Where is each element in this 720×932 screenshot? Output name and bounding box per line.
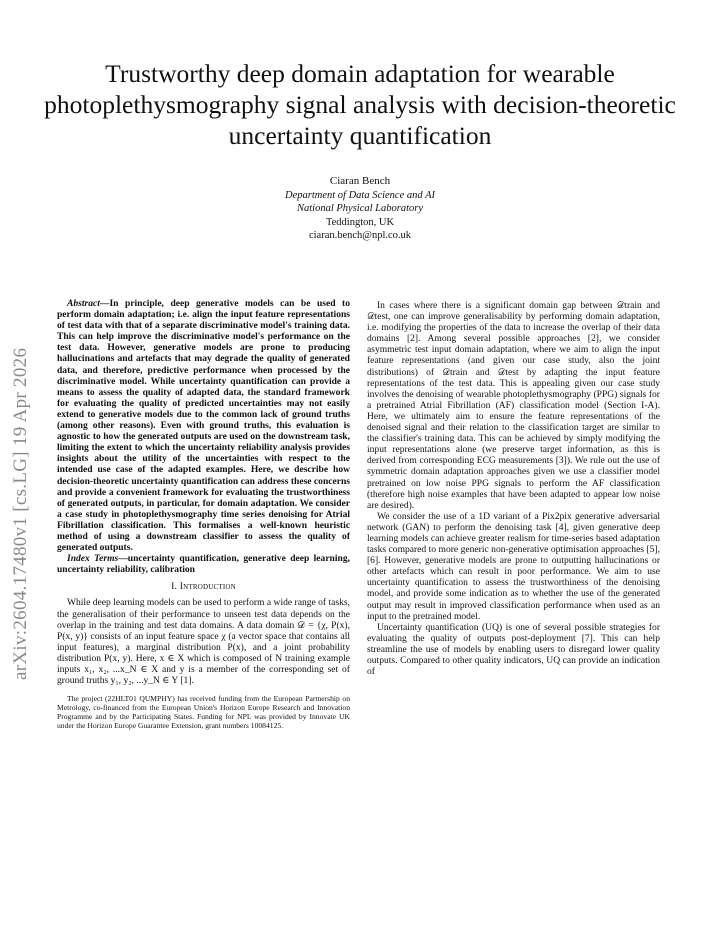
- body-paragraph: Uncertainty quantification (UQ) is one of several possible strategies for evaluating the quality of outputs post-deployment [7]. This can help streamline the use of models by enabling users to disregard lower quality outputs. Compared to other quality indicators, UQ can provide an indication of: [367, 621, 660, 678]
- section-number: I.: [171, 581, 178, 593]
- footnote: The project (22HLT01 QUMPHY) has received funding from the European Partnership on Metrology, co-financed from the European Union's Horizon Europe Research and Innovation Programme and by the Participating States. Funding for NPL was provided by Innovate UK under the Horizon Europe Guarantee Extension, grant numbers 10084125.: [57, 694, 350, 731]
- author-lab: National Physical Laboratory: [297, 203, 423, 214]
- arxiv-stamp: arXiv:2604.17480v1 [cs.LG] 19 Apr 2026: [10, 347, 31, 680]
- author-department: Department of Data Science and AI: [285, 189, 435, 201]
- abstract-text: In principle, deep generative models can be used to perform domain adaptation; i.e. align the input feature representations of test data with that of a separate discriminative model's training data. This can help improve the discriminative model's performance on the test data. However, generative models are prone to producing hallucinations and artefacts that may degrade the quality of generated data, and therefore, predictive performance when processed by the discriminative model. While uncertainty quantification can provide a means to assess the quality of adapted data, the standard framework for evaluating the quality of predicted uncertainties may not easily extend to generative models due to the common lack of ground truths (among other reasons). Even with ground truths, this evaluation is agnostic to how the generated outputs are used on the downstream task, limiting the extent to which the uncertainty reliability analysis provides insights about the utility of the uncertainties with respect to the intended use case of the adapted examples. Here, we describe how decision-theoretic uncertainty quantification can address these concerns and provide a convenient framework for evaluating the trustworthiness of generated outputs, in particular, for domain adaptation. We consider a case study in photoplethysmography time series denoising for Atrial Fibrillation classification. This formalises a well-known heuristic method of using a downstream classifier to assess the quality of generated outputs.: [57, 298, 350, 554]
- paper-title: Trustworthy deep domain adaptation for wearable photoplethysmography signal analysis with decision-theoretic uncertainty quantification: [44, 59, 676, 150]
- abstract: [57, 298, 350, 553]
- author-email: ciaran.bench@npl.co.uk: [308, 230, 412, 241]
- author-block: [160, 175, 560, 243]
- index-terms-label: Index Terms: [67, 553, 119, 565]
- body-paragraph: We consider the use of a 1D variant of a Pix2pix generative adversarial network (GAN) to perform the denoising task [4], given generative deep learning models can achieve greater realism for time-series based adaptation tasks compared to more generic non-generative optimisation approaches [5], [6]. However, generative models are prone to outputting hallucinations or other artefacts which can result in poor performance. We aim to use uncertainty quantification to assess the trustworthiness of the denoising model, and provide some indication as to whether the use of the generated output may result in improved classification performance when used as an input to the pretrained model.: [367, 510, 660, 622]
- body-paragraph: In cases where there is a significant domain gap between 𝒟train and 𝒟test, one can improve generalisability by performing domain adaptation, i.e. modifying the properties of the data to increase the overlap of their data domains [2]. Among several possible approaches [2], we consider asymmetric test input domain adaptation, where we aim to align the input feature representations (and given our case study, also the joint distributions) of 𝒟train and 𝒟test by adapting the input feature representations of the test data. This is appealing given our case study involves the denoising of wearable photoplethysmography (PPG) signals for a pretrained Atrial Fibrillation (AF) classification model (Section I-A). Here, we ultimately aim to ensure the feature representations of the denoised signal and their relation to the classification target are similar to the classifier's training data. This can be achieved by simply modifying the input representations alone (we preserve target information, as this is derived from corresponding ECG measurements [3]). We rule out the use of symmetric domain adaptation approaches given we use a classifier model pretrained on low noise PPG signals to perform the AF classification (therefore high noise examples that have been adapted to appear low noise are desired).: [367, 300, 660, 511]
- abstract-label: Abstract—: [67, 298, 110, 309]
- author-name: Ciaran Bench: [329, 175, 391, 187]
- right-column: [367, 300, 660, 677]
- index-terms: [57, 553, 350, 575]
- index-terms-text: —uncertainty quantification, generative deep learning, uncertainty reliability, calibration: [57, 553, 350, 576]
- author-location: Teddington, UK: [325, 216, 395, 228]
- section-title: Introduction: [179, 581, 236, 593]
- left-column: [57, 298, 350, 738]
- intro-paragraph: While deep learning models can be used to perform a wide range of tasks, the generalisation of their performance to unseen test data depends on the overlap in the training and test data domains. A data domain 𝒟 = {χ, P(x), P(x, y)} consists of an input feature space χ (a vector space that contains all input features), a marginal distribution P(x), and a joint probability distribution P(x, y). Here, x ∈ X which is composed of N training example inputs x₁, x₂, ...x_N ∈ X and y is a member of the corresponding set of ground truths y₁, y₂, ...y_N ∈ Y [1].: [57, 597, 350, 687]
- section-heading: [57, 581, 350, 592]
